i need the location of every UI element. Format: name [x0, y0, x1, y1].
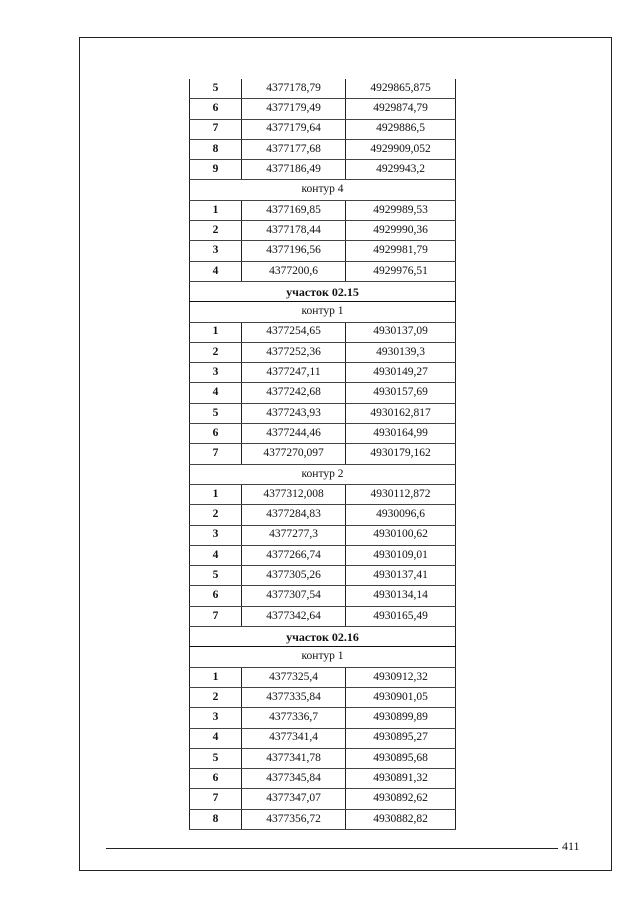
y-coordinate-cell: 4930096,6 — [346, 505, 456, 525]
contour-label: контур 1 — [190, 647, 456, 667]
contour-header-row — [190, 302, 456, 322]
contour-label: контур 2 — [190, 464, 456, 484]
y-coordinate-cell: 4930179,162 — [346, 444, 456, 464]
point-number-cell: 2 — [190, 687, 242, 707]
table-row — [190, 342, 456, 362]
y-coordinate-cell: 4930157,69 — [346, 383, 456, 403]
y-coordinate-cell: 4929865,875 — [346, 79, 456, 99]
x-coordinate-cell: 4377284,83 — [242, 505, 346, 525]
y-coordinate-cell: 4930899,89 — [346, 708, 456, 728]
point-number-cell: 5 — [190, 403, 242, 423]
coordinates-table — [189, 79, 456, 830]
y-coordinate-cell: 4930895,68 — [346, 748, 456, 768]
point-number-cell: 4 — [190, 545, 242, 565]
table-row — [190, 119, 456, 139]
x-coordinate-cell: 4377169,85 — [242, 200, 346, 220]
point-number-cell: 2 — [190, 505, 242, 525]
point-number-cell: 3 — [190, 525, 242, 545]
x-coordinate-cell: 4377196,56 — [242, 241, 346, 261]
point-number-cell: 5 — [190, 566, 242, 586]
y-coordinate-cell: 4930134,14 — [346, 586, 456, 606]
contour-label: контур 4 — [190, 180, 456, 200]
table-row — [190, 241, 456, 261]
y-coordinate-cell: 4930137,41 — [346, 566, 456, 586]
table-row — [190, 383, 456, 403]
x-coordinate-cell: 4377342,64 — [242, 606, 346, 626]
table-row — [190, 545, 456, 565]
footer-rule — [106, 848, 558, 849]
table-row — [190, 769, 456, 789]
y-coordinate-cell: 4930165,49 — [346, 606, 456, 626]
table-row — [190, 708, 456, 728]
x-coordinate-cell: 4377178,44 — [242, 221, 346, 241]
y-coordinate-cell: 4930149,27 — [346, 363, 456, 383]
point-number-cell: 5 — [190, 748, 242, 768]
table-row — [190, 484, 456, 504]
y-coordinate-cell: 4929989,53 — [346, 200, 456, 220]
contour-header-row — [190, 180, 456, 200]
x-coordinate-cell: 4377178,79 — [242, 79, 346, 99]
x-coordinate-cell: 4377325,4 — [242, 667, 346, 687]
point-number-cell: 4 — [190, 728, 242, 748]
point-number-cell: 1 — [190, 667, 242, 687]
point-number-cell: 9 — [190, 160, 242, 180]
point-number-cell: 6 — [190, 586, 242, 606]
x-coordinate-cell: 4377345,84 — [242, 769, 346, 789]
x-coordinate-cell: 4377307,54 — [242, 586, 346, 606]
table-row — [190, 139, 456, 159]
table-row — [190, 606, 456, 626]
x-coordinate-cell: 4377179,64 — [242, 119, 346, 139]
parcel-label: участок 02.16 — [190, 627, 456, 647]
x-coordinate-cell: 4377335,84 — [242, 687, 346, 707]
y-coordinate-cell: 4929874,79 — [346, 99, 456, 119]
table-row — [190, 586, 456, 606]
point-number-cell: 7 — [190, 606, 242, 626]
x-coordinate-cell: 4377305,26 — [242, 566, 346, 586]
y-coordinate-cell: 4930137,09 — [346, 322, 456, 342]
x-coordinate-cell: 4377179,49 — [242, 99, 346, 119]
table-row — [190, 789, 456, 809]
contour-label: контур 1 — [190, 302, 456, 322]
x-coordinate-cell: 4377200,6 — [242, 261, 346, 281]
point-number-cell: 1 — [190, 484, 242, 504]
table-row — [190, 505, 456, 525]
y-coordinate-cell: 4930882,82 — [346, 809, 456, 829]
x-coordinate-cell: 4377356,72 — [242, 809, 346, 829]
y-coordinate-cell: 4930100,62 — [346, 525, 456, 545]
x-coordinate-cell: 4377247,11 — [242, 363, 346, 383]
point-number-cell: 4 — [190, 383, 242, 403]
x-coordinate-cell: 4377243,93 — [242, 403, 346, 423]
point-number-cell: 8 — [190, 139, 242, 159]
y-coordinate-cell: 4929943,2 — [346, 160, 456, 180]
point-number-cell: 1 — [190, 322, 242, 342]
table-row — [190, 748, 456, 768]
page-number: 411 — [562, 839, 580, 853]
point-number-cell: 7 — [190, 119, 242, 139]
x-coordinate-cell: 4377242,68 — [242, 383, 346, 403]
y-coordinate-cell: 4930162,817 — [346, 403, 456, 423]
y-coordinate-cell: 4930112,872 — [346, 484, 456, 504]
x-coordinate-cell: 4377177,68 — [242, 139, 346, 159]
y-coordinate-cell: 4930109,01 — [346, 545, 456, 565]
point-number-cell: 7 — [190, 444, 242, 464]
point-number-cell: 1 — [190, 200, 242, 220]
point-number-cell: 3 — [190, 708, 242, 728]
y-coordinate-cell: 4930891,32 — [346, 769, 456, 789]
point-number-cell: 7 — [190, 789, 242, 809]
y-coordinate-cell: 4929976,51 — [346, 261, 456, 281]
table-row — [190, 728, 456, 748]
table-row — [190, 99, 456, 119]
table-row — [190, 261, 456, 281]
point-number-cell: 2 — [190, 221, 242, 241]
point-number-cell: 6 — [190, 99, 242, 119]
table-row — [190, 424, 456, 444]
parcel-header-row — [190, 281, 456, 301]
table-row — [190, 363, 456, 383]
x-coordinate-cell: 4377341,78 — [242, 748, 346, 768]
y-coordinate-cell: 4930164,99 — [346, 424, 456, 444]
table-row — [190, 667, 456, 687]
table-row — [190, 322, 456, 342]
x-coordinate-cell: 4377312,008 — [242, 484, 346, 504]
point-number-cell: 4 — [190, 261, 242, 281]
table-row — [190, 221, 456, 241]
x-coordinate-cell: 4377336,7 — [242, 708, 346, 728]
x-coordinate-cell: 4377252,36 — [242, 342, 346, 362]
y-coordinate-cell: 4930901,05 — [346, 687, 456, 707]
point-number-cell: 3 — [190, 363, 242, 383]
y-coordinate-cell: 4929886,5 — [346, 119, 456, 139]
table-row — [190, 444, 456, 464]
y-coordinate-cell: 4930139,3 — [346, 342, 456, 362]
x-coordinate-cell: 4377277,3 — [242, 525, 346, 545]
point-number-cell: 6 — [190, 424, 242, 444]
point-number-cell: 5 — [190, 79, 242, 99]
y-coordinate-cell: 4929981,79 — [346, 241, 456, 261]
y-coordinate-cell: 4930895,27 — [346, 728, 456, 748]
x-coordinate-cell: 4377186,49 — [242, 160, 346, 180]
x-coordinate-cell: 4377270,097 — [242, 444, 346, 464]
x-coordinate-cell: 4377341,4 — [242, 728, 346, 748]
table-row — [190, 566, 456, 586]
point-number-cell: 6 — [190, 769, 242, 789]
y-coordinate-cell: 4929990,36 — [346, 221, 456, 241]
contour-header-row — [190, 464, 456, 484]
point-number-cell: 3 — [190, 241, 242, 261]
point-number-cell: 2 — [190, 342, 242, 362]
point-number-cell: 8 — [190, 809, 242, 829]
x-coordinate-cell: 4377266,74 — [242, 545, 346, 565]
parcel-header-row — [190, 627, 456, 647]
table-row — [190, 200, 456, 220]
x-coordinate-cell: 4377347,07 — [242, 789, 346, 809]
table-row — [190, 160, 456, 180]
table-row — [190, 687, 456, 707]
parcel-label: участок 02.15 — [190, 281, 456, 301]
table-row — [190, 809, 456, 829]
table-row — [190, 403, 456, 423]
x-coordinate-cell: 4377254,65 — [242, 322, 346, 342]
y-coordinate-cell: 4930892,62 — [346, 789, 456, 809]
table-row — [190, 525, 456, 545]
y-coordinate-cell: 4930912,32 — [346, 667, 456, 687]
coordinates-table-body — [190, 79, 456, 829]
x-coordinate-cell: 4377244,46 — [242, 424, 346, 444]
y-coordinate-cell: 4929909,052 — [346, 139, 456, 159]
contour-header-row — [190, 647, 456, 667]
table-row — [190, 79, 456, 99]
